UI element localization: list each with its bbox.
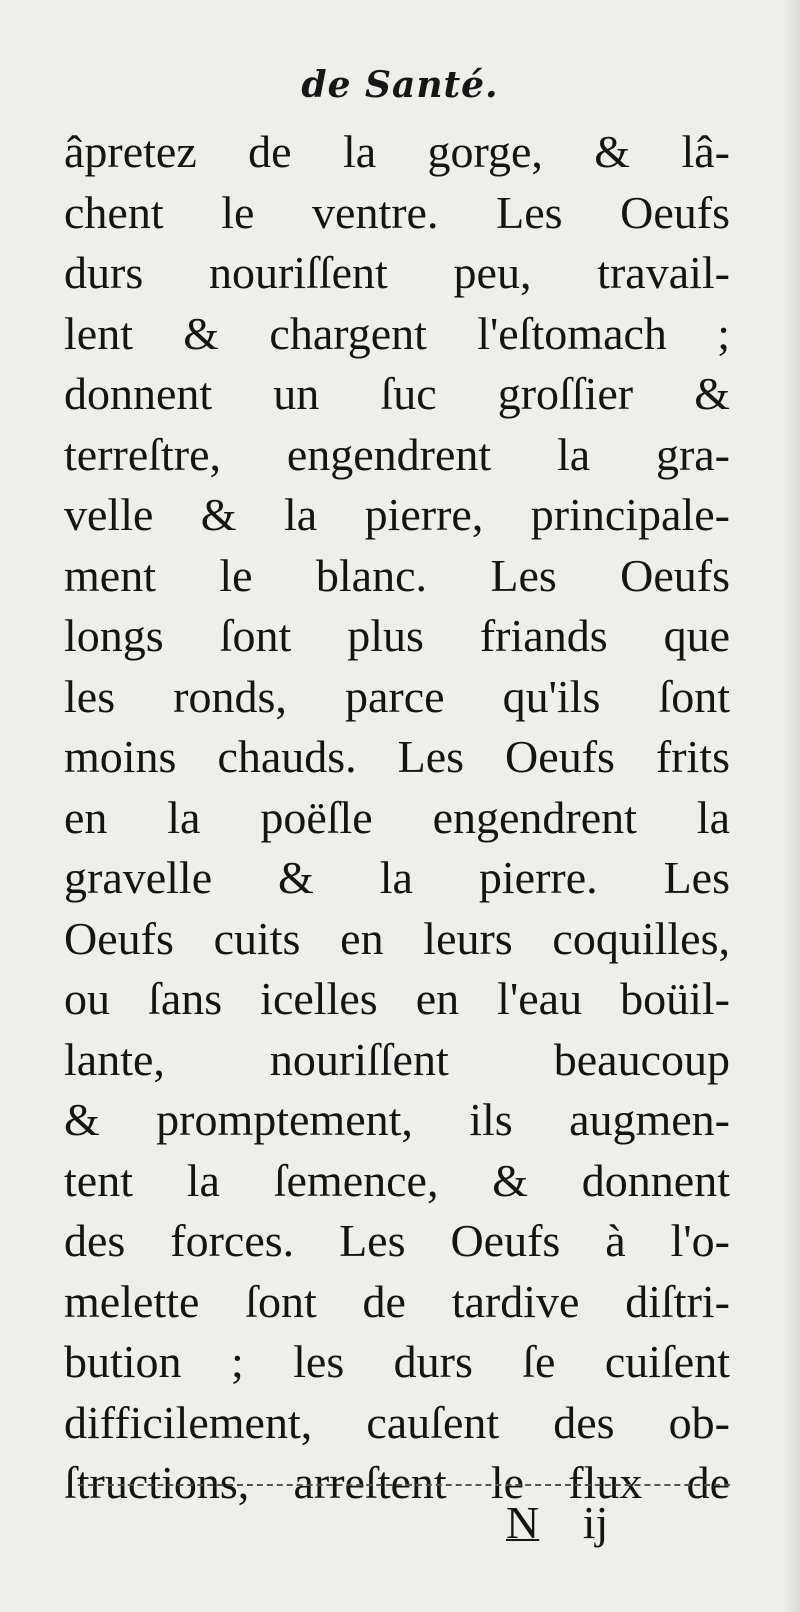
text-line: chent le ventre. Les Oeufs	[64, 186, 730, 238]
signature-mark	[506, 1496, 608, 1549]
body-text	[64, 122, 730, 1514]
running-head: de Santé.	[301, 64, 499, 106]
text-line: gravelle & la pierre. Les	[64, 852, 730, 903]
signature-folio: ij	[582, 1497, 609, 1548]
text-line: velle & la pierre, principale-	[64, 489, 730, 540]
text-line: longs ſont plus friands que	[64, 610, 730, 661]
text-line: ſtructions, arreſtent le flux de	[64, 1457, 730, 1508]
text-line: lent & chargent l'eſtomach ;	[64, 307, 730, 359]
text-line: les ronds, parce qu'ils ſont	[64, 670, 730, 722]
bottom-rule	[78, 1484, 730, 1486]
text-line: lante, nouriſſent beaucoup	[64, 1033, 730, 1085]
text-line: Oeufs cuits en leurs coquilles,	[64, 912, 730, 964]
text-line: tent la ſemence, & donnent	[64, 1154, 730, 1206]
text-line: durs nouriſſent peu, travail-	[64, 247, 730, 298]
text-line: terreſtre, engendrent la gra-	[64, 428, 730, 480]
signature-letter: N	[506, 1497, 540, 1548]
text-line: ment le blanc. Les Oeufs	[64, 549, 730, 601]
text-line: moins chauds. Les Oeufs frits	[64, 731, 730, 782]
text-line: & promptement, ils augmen-	[64, 1094, 730, 1145]
page-binding-shadow	[782, 0, 800, 1612]
text-line: en la poëſle engendrent la	[64, 791, 730, 843]
text-line: donnent un ſuc groſſier &	[64, 368, 730, 419]
text-line: difficilement, cauſent des ob-	[64, 1396, 730, 1448]
text-line: âpretez de la gorge, & lâ-	[64, 126, 730, 177]
text-line: ou ſans icelles en l'eau boüil-	[64, 973, 730, 1024]
text-line: melette ſont de tardive diſtri-	[64, 1275, 730, 1327]
text-line: des forces. Les Oeufs à l'o-	[64, 1215, 730, 1266]
text-line: bution ; les durs ſe cuiſent	[64, 1336, 730, 1387]
